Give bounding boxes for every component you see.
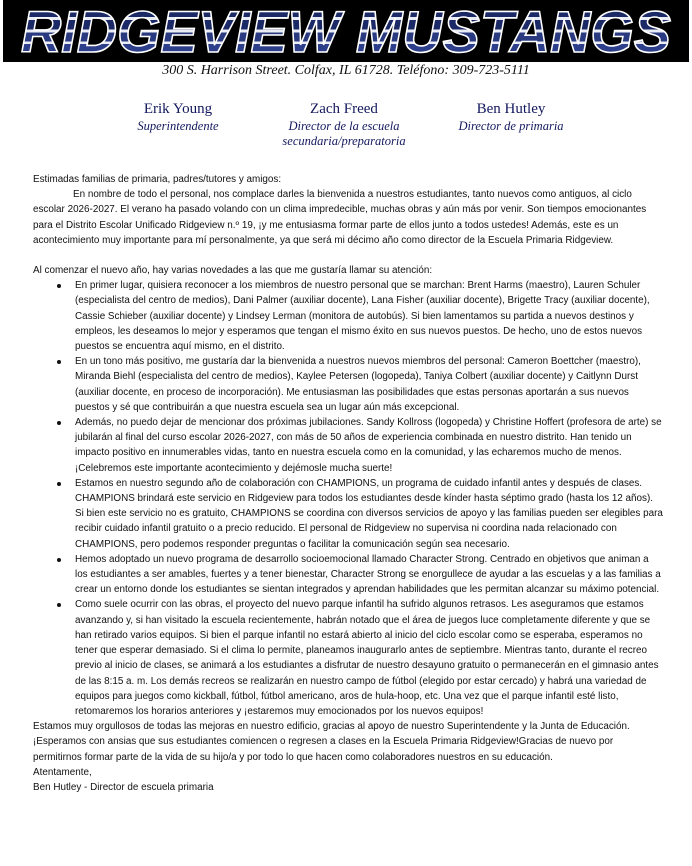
- staff-elementary-principal: [421, 100, 601, 134]
- staff-title: Superintendente: [137, 119, 219, 133]
- staff-title-line-2: secundaria/preparatoria: [282, 134, 406, 148]
- signature: Ben Hutley - Director de escuela primaria: [33, 781, 214, 793]
- banner-logo: [3, 0, 689, 62]
- lead-in: Al comenzar el nuevo año, hay varias novedades a las que me gustaría llamar su atención:: [33, 265, 433, 277]
- list-item: En primer lugar, quisiera reconocer a los miembros de nuestro personal que se marchan: Brent Harms (maestro), Lauren Schuler (especialista del centro de medios), Dani Palmer (auxiliar docente), Lana Fisher (auxiliar docente), Brigette Tracy (auxiliar docente), Cassie Schieber (auxiliar docente) y Lindsey Lerman (monitora de autobús). Si bien lamentamos su partida a nuevos destinos y empleos, les deseamos lo mejor y esperamos que tengan el mismo éxito en sus nuevos puestos. De hecho, uno de estos nuevos puestos se encuentra aquí mismo, en el distrito.: [33, 278, 663, 354]
- intro-paragraph: En nombre de todo el personal, nos complace darles la bienvenida a nuestros estudiantes, tanto nuevos como antiguos, al ciclo escolar 2026-2027. El verano ha pasado volando con un clima impredecible, muchas obras y aún más por venir. Son tiempos emocionantes para el Distrito Escolar Unificado Ridgeview n.º 19, ¡y me entusiasma formar parte de ellos junto a todos ustedes! Además, este es un acontecimiento muy importante para mí personalmente, ya que será mi décimo año como director de la Escuela Primaria Ridgeview.: [33, 189, 647, 246]
- staff-title: Director de primaria: [458, 119, 564, 133]
- paragraph-gap: [33, 248, 663, 263]
- list-item: Como suele ocurrir con las obras, el proyecto del nuevo parque infantil ha sufrido algunos retrasos. Les aseguramos que estamos avanzando y, si han visitado la escuela recientemente, habrán notado que el área de juegos luce completamente diferente y que se han retirado varios equipos. Si bien el parque infantil no estará abierto al inicio del ciclo escolar como se esperaba, esperamos no tener que esperar demasiado. Si el clima lo permite, planeamos inaugurarlo antes de septiembre. Mientras tanto, durante el recreo previo al inicio de clases, se animará a los estudiantes a disfrutar de nuestro desayuno gratuito o permanecerán en el gimnasio antes de las 8:15 a. m. Los demás recreos se realizarán en nuestro campo de fútbol (elegido por estar cercado) y habrá una variedad de equipos para juegos como kickball, fútbol, fútbol americano, aros de hula-hoop, etc. Una vez que el parque infantil esté listo, retomaremos los horarios anteriores y ¡estaremos muy emocionados por los nuevos equipos!: [33, 597, 663, 719]
- staff-name: Erik Young: [143, 101, 213, 117]
- staff-name: Zach Freed: [310, 101, 378, 117]
- school-banner: [3, 0, 689, 62]
- staff-title-line-1: Director de la escuela: [288, 119, 400, 133]
- salutation: Estimadas familias de primaria, padres/tutores y amigos:: [33, 174, 282, 185]
- list-item: Hemos adoptado un nuevo programa de desarrollo socioemocional llamado Character Strong. Centrado en objetivos que animan a los estudiantes a ser amables, fuertes y a tener bienestar, Character Strong se enorgullece de ayudar a las escuelas y a las familias a crear un entorno donde los estudiantes se sientan integrados y aprendan habilidades que les permitan alcanzar su máximo potencial.: [33, 552, 663, 598]
- signoff: Atentamente,: [33, 766, 92, 778]
- list-item: Estamos en nuestro segundo año de colaboración con CHAMPIONS, un programa de cuidado infantil antes y después de clases. CHAMPIONS brindará este servicio en Ridgeview para todos los estudiantes desde kínder hasta séptimo grado (hasta los 12 años). Si bien este servicio no es gratuito, CHAMPIONS se coordina con diversos servicios de apoyo y las familias pueden ser elegibles para recibir cuidado infantil gratuito o a precio reducido. El personal de Ridgeview no supervisa ni coordina nada relacionado con CHAMPIONS, pero podemos responder preguntas o facilitar la comunicación según sea necesario.: [33, 476, 663, 552]
- staff-superintendent: [88, 100, 268, 134]
- staff-high-school-principal: [254, 100, 434, 149]
- letter-body: [33, 172, 663, 795]
- staff-name: Ben Hutley: [476, 101, 546, 117]
- list-item: En un tono más positivo, me gustaría dar la bienvenida a nuestros nuevos miembros del personal: Cameron Boettcher (maestro), Miranda Biehl (especialista del centro de medios), Kaylee Petersen (logopeda), Taniya Colbert (auxiliar docente) y Caitlynn Durst (auxiliar docente, en proceso de incorporación). Me entusiasman las posibilidades que estas personas aportarán a sus nuevos puestos y sé que contribuirán a que nuestra escuela sea un lugar aún más excepcional.: [33, 354, 663, 415]
- banner-title: RIDGEVIEW MUSTANGS: [21, 0, 672, 62]
- school-address: 300 S. Harrison Street. Colfax, IL 61728. Teléfono: 309-723-5111: [162, 63, 530, 78]
- closing-paragraph: Estamos muy orgullosos de todas las mejoras en nuestro edificio, gracias al apoyo de nuestro Superintendente y la Junta de Educación. ¡Esperamos con ansias que sus estudiantes comiencen o regresen a clases en la Escuela Primaria Ridgeview!Gracias de nuevo por permitirnos formar parte de la vida de su hijo/a y por todo lo que hacen como colaboradores nuestros en su educación.: [33, 721, 630, 763]
- list-item: Además, no puedo dejar de mencionar dos próximas jubilaciones. Sandy Kollross (logopeda) y Christine Hoffert (profesora de arte) se jubilarán al final del curso escolar 2026-2027, con más de 50 años de experiencia combinada en nuestro distrito. Han tenido un impacto positivo en innumerables vidas, tanto en nuestra escuela como en la comunidad, y las echaremos mucho de menos. ¡Celebremos este importante acontecimiento y dejémosle mucha suerte!: [33, 415, 663, 476]
- news-list: [33, 278, 663, 719]
